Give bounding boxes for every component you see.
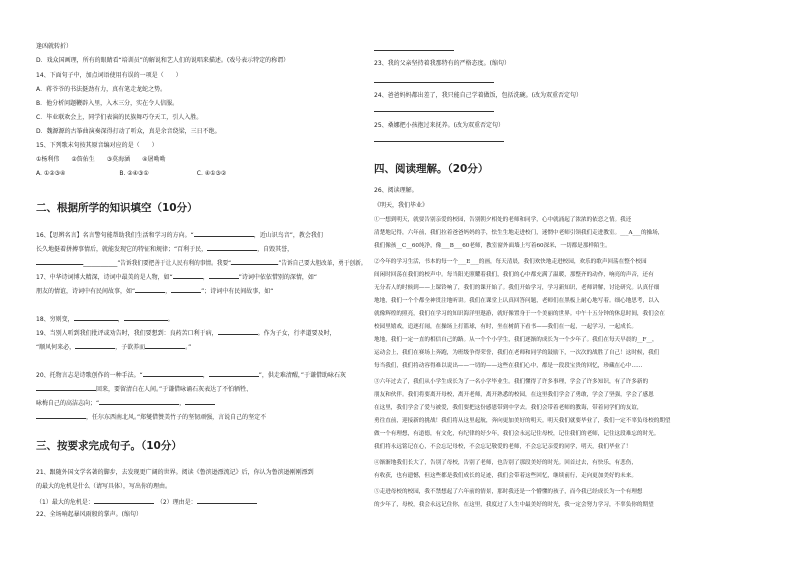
question-line: 咏梅自己的高洁志向；“ ， bbox=[36, 397, 215, 408]
question-line: 24、爸爸妈妈都出差了，我只能自己学着做饭，包括洗碗。(改为双重否定句） bbox=[374, 92, 582, 99]
question-line: 16、【思辨名言】名言警句能帮助我们生活和学习的方向。“ ，近山识鸟音”，教会我们 bbox=[36, 229, 323, 240]
question-line: 18、穷则变， ， 。 bbox=[36, 313, 174, 324]
question-line: D．戏众国画理，所有的眼睛看“培训员”的解说和艺人们的说唱来描述。(戏号表示特定的称谓） bbox=[36, 57, 290, 64]
passage-line: 无分若人的时候到——上课铃响了，我们的课开始了。我们开始学习，学习新知识，老师讲解，讨论研究。认真仔细 bbox=[374, 285, 660, 291]
passage-line: 间闲时回荡在我们的校声中。每当阳光照耀着我们，我们的心中都充满了温暖，那整齐的动作，响亮的声音，还有 bbox=[374, 272, 654, 278]
question-line: 17、中华诗词博大精深，诗词中最美的是人物，如“ ， ”诗词中依依惜别的深情，如“ bbox=[36, 271, 317, 282]
passage-line: 在这里，我们学会了爱与被爱，我们要把这份感恩带到中学去。我们会带着老师的教诲，带着同学们的友谊， bbox=[374, 405, 643, 411]
passage-line: 校园里嬉戏，追逐打闹，在操场上打篮球，有时，坐在树荫下看书——我们在一起，一起学习，一起成长。 bbox=[374, 324, 637, 330]
question-line: 14、下面句子中，加点词语使用有误的一项是（ ） bbox=[36, 72, 182, 79]
passage-line: 地地，我们一个个都全神贯注地听讲。我们在课堂上认真回答问题，老师们在黑板上耐心地写着。细心地思考，以入 bbox=[374, 298, 660, 304]
question-line: 21、跟随外国文学名著的脚步，去发现更广阔的世界。阅读《鲁滨逊漂流记》后，你认为鲁滨逊刚刚漂到 bbox=[36, 469, 314, 476]
question-line: B．他分析问题鞭辟入里，入木三分，实在令人信服。 bbox=[36, 100, 179, 107]
passage-line: ⑤走进母校的校园，我不禁想起了六年前的情景，那时我还是一个懵懂的孩子，而今我已经成长为一个有理想 bbox=[374, 489, 643, 495]
passage-line: ①一想到明天，就要告别亲爱的校园，告别朝夕相处的老师和同学，心中就涌起了浓浓的依恋之情。我还 bbox=[374, 217, 632, 223]
question-line: 20、托物言志是诗歌创作的一种手法。“ ， ”，供走难清醒，”于谦借助咏石灰 bbox=[36, 369, 346, 380]
passage-line: 做一个有理想，有道德，有文化，有纪律的好少年，我们会永远记住母校，记住我们的老师，记住这段难忘的时光。 bbox=[374, 431, 660, 437]
question-line: 逢凶就转折） bbox=[36, 43, 73, 50]
passage-line: 地地，我们一定一直的相信自己的路。从一个个小学生，我们逐渐的成长为一个少年了。我们在每天早晨的__F__， bbox=[374, 337, 658, 343]
answer-line[interactable] bbox=[374, 111, 494, 112]
answer-line[interactable] bbox=[374, 50, 454, 51]
question-line: 回来，要留清白在人间。”于谦借咏诵石灰表达了不怕牺牲、 bbox=[36, 383, 252, 394]
passage-line: 朋友和伙伴。我们将要离开母校，离开老师，离开熟悉的校园，在这里我们学会了勇敢，学会了坚强，学会了感恩 bbox=[374, 392, 654, 398]
section-title: 四、阅读理解。（20分） bbox=[374, 163, 489, 175]
passage-line: ②今年的学习生活，书本的每一个___E___的画，每天清晨，我们欢快地走进校园，欢乐的歌声回荡在整个校园 bbox=[374, 259, 647, 265]
passage-line: 我们像孩__C__60纯净，像___B___60老师，教室窗外面墙上写着60深米，一切都是那样陌生。 bbox=[374, 243, 611, 249]
question-line: A．蒋爷爷的书法挺劲有力，真有笔走龙蛇之势。 bbox=[36, 86, 167, 93]
question-line: 朋友的情谊，诗词中有民间故事，如“ ， ”；诗词中有民间故事，如“ bbox=[36, 285, 273, 296]
question-line: ____________”告诉我们要把善于让人民有利的事情。我要“ ”告诉自己要大胆改革，勇于创新。 bbox=[36, 257, 366, 268]
question-line: 15、下列歌末句按其原音编对应的是（ ） bbox=[36, 142, 158, 149]
passage-line: 我们将永远铭记在心，不会忘记母校，不会忘记敬爱的老师，不会忘记亲爱的同学，明天，我们毕业了！ bbox=[374, 444, 632, 450]
answer-line[interactable] bbox=[374, 82, 494, 83]
question-line: “顺风何来必， ，子欲养而 。” bbox=[36, 341, 191, 352]
answer-line[interactable] bbox=[374, 141, 504, 142]
question-line: （1）最大的危机是： （2）理由是： bbox=[36, 496, 257, 507]
passage-line: 运动会上，我们在赛场上奔跑，为班级争得荣誉，我们在老师和同学的鼓励下，一次次的战胜了自己！这时候，我们 bbox=[374, 350, 660, 356]
passage-line: 每当我们，我们将动容得难以说出——一切的——这些在我们心中，都是一段段宝贵的回忆，珍藏在心中…… bbox=[374, 363, 643, 369]
question-line: 26、阅读理解。 bbox=[374, 187, 418, 194]
question-line: ，任尔东西南北风。”郑燮借赞美竹子的坚韧顽强，言说自己的坚定不 bbox=[36, 411, 266, 422]
passage-line: 的少年了，母校，我会永远记住你，在这里，我度过了人生中最美好的时光，我一定会努力学习，不辜负你的期望 bbox=[374, 502, 654, 508]
question-line: 23、我的父亲坚持着我那特有的严格态度。(缩句） bbox=[374, 60, 510, 67]
question-line: ①杨利伟 ②詹佑生 ③莫海涵 ④屠呦呦 bbox=[36, 156, 166, 163]
question-line: 25、桑娜把小孩抱过来抚养。(改为双重否定句） bbox=[374, 122, 504, 129]
passage-line: 就像辉煌的照亮，我们在学习的知识海洋里遨游，就好像置身于一个美丽的世界。中午十五分钟的休息时间，我们会在 bbox=[374, 311, 665, 317]
passage-line: 清楚地记得，六年前，我们拉着爸爸妈妈的手，怯生生地走进校门，迷惘中老师引领我们走进教室。___A___的操场， bbox=[374, 230, 664, 236]
question-line: 19、当别人听到我们批评或劝告时，我们要想到：良药苦口利于病， 。作为子女，行孝道要及时， bbox=[36, 327, 336, 338]
passage-line: 勇往直前，迎接新的挑战！我们将从这里起航，奔向更加美好的明天。明天我们就要毕业了，我们一定不辜负母校的期望 bbox=[374, 418, 671, 424]
question-line: D．魏源源的古筝曲演奏深得打动了听众，真是余音绕梁，三日不绝。 bbox=[36, 128, 221, 135]
passage-line: 有收获，也有遗憾，但这些都是我们成长的足迹，我们会带着这些回忆，继续前行，走向更加美好的未来。 bbox=[374, 473, 637, 479]
question-line: A. ①②③④ B. ②④③① C. ④①③② bbox=[36, 170, 227, 177]
passage-line: ③六年过去了，我们从小学生成长为了一名小学毕业生。我们懂得了许多事理，学会了许多知识，有了许多新的 bbox=[374, 379, 649, 385]
question-line: C．毕业联欢会上，同学们表演的民族舞巧夺天工，引人入胜。 bbox=[36, 114, 203, 121]
section-title: 二、根据所学的知识填空（10分） bbox=[36, 202, 198, 214]
question-line: 长久地挺着拼搏事情后，就能发现它的特征和规律；“百利于民， ，自毁其誉， bbox=[36, 243, 293, 254]
passage-title: 《明天，我们毕业》 bbox=[374, 202, 429, 209]
question-line: 22、全场响起暴风雨般的掌声。(缩句） bbox=[36, 511, 142, 518]
passage-line: ④渐渐地我们长大了，告别了母校，告别了老师，也告别了那段美好的时光。回首过去，有快乐，有悲伤， bbox=[374, 460, 637, 466]
question-line: 的最大的危机是什么（请写具体），写出你的理由。 bbox=[36, 483, 172, 490]
section-title: 三、按要求完成句子。（10分） bbox=[36, 440, 182, 452]
